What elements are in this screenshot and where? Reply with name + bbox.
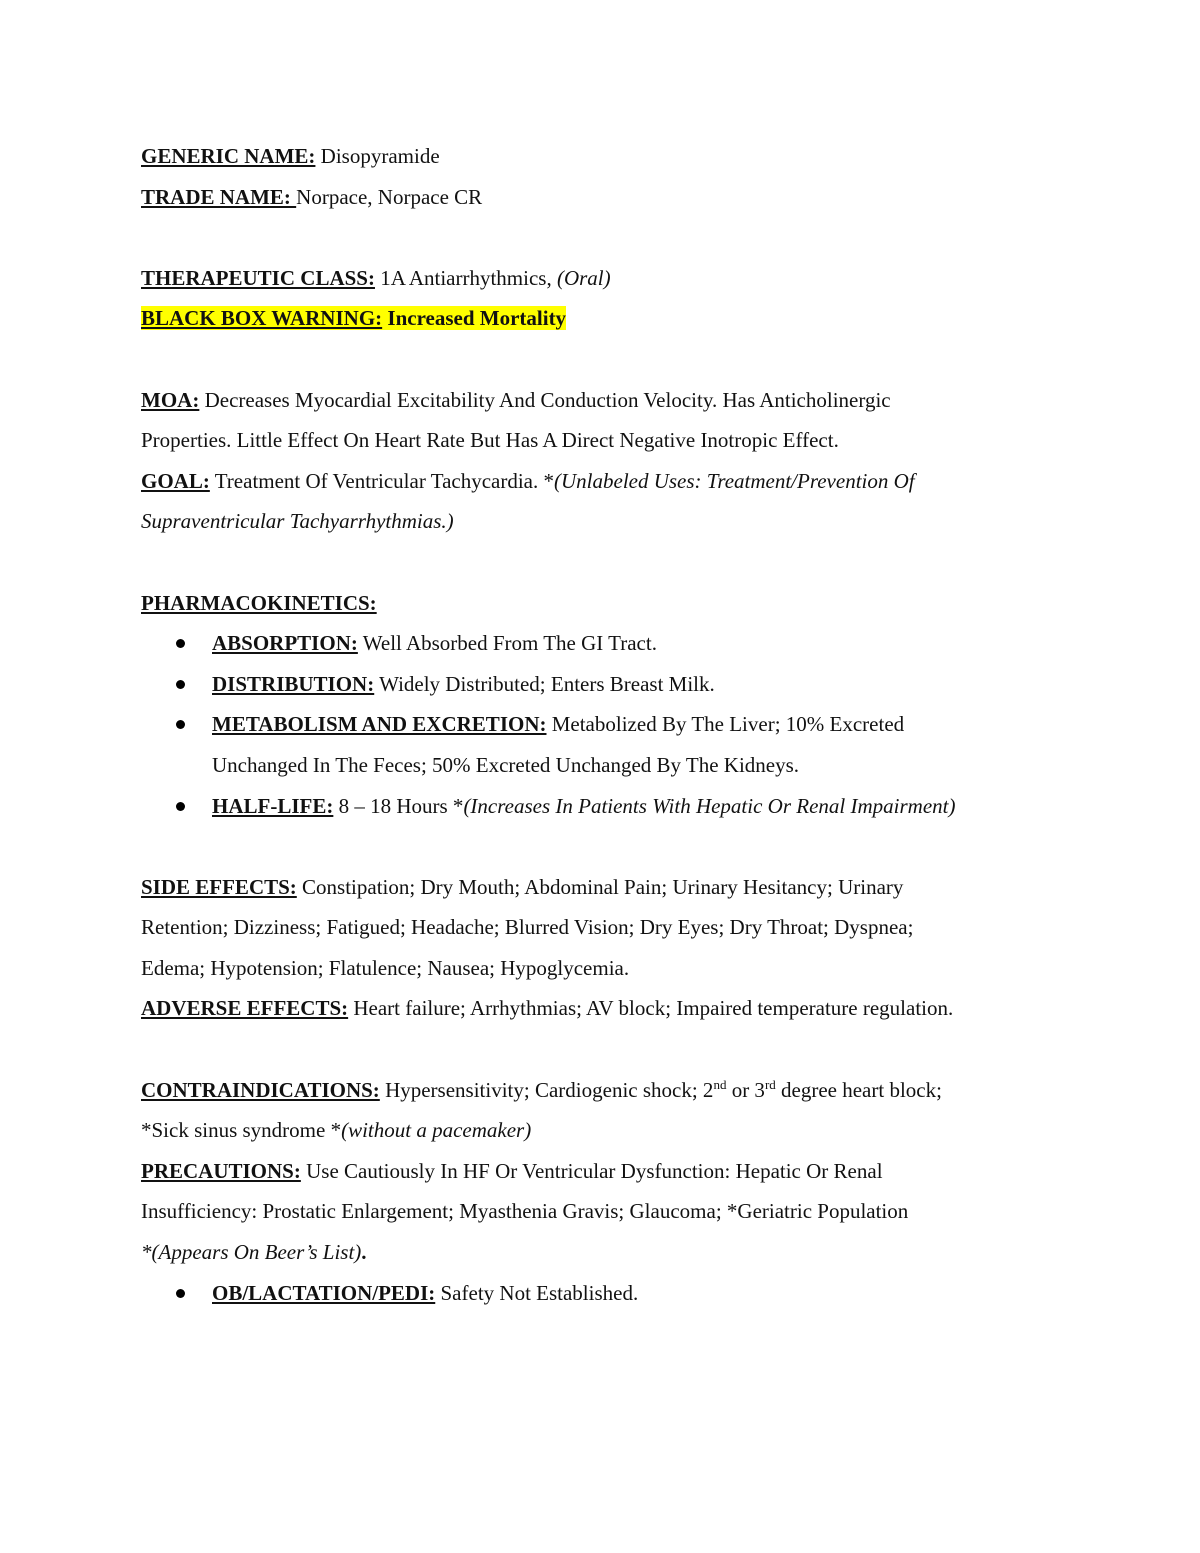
goal-line [141, 461, 1101, 502]
bullet-icon [176, 1289, 185, 1298]
contraindications-label: CONTRAINDICATIONS: [141, 1077, 380, 1102]
contra-text-c: degree heart block; [775, 1077, 942, 1102]
black-box-line [141, 298, 1101, 339]
precautions-note: *(Appears On Beer’s List) [141, 1240, 362, 1265]
bullet-icon [176, 639, 185, 648]
generic-name-line [141, 136, 1101, 177]
absorption-label: ABSORPTION: [212, 631, 358, 656]
document-page [141, 136, 1101, 1313]
contra-note: (without a pacemaker) [341, 1118, 532, 1143]
precautions-label: PRECAUTIONS: [141, 1158, 301, 1183]
distribution-value: Widely Distributed; Enters Breast Milk. [374, 671, 715, 696]
contra-sup-rd: rd [764, 1076, 776, 1092]
contra-text-a: Hypersensitivity; Cardiogenic shock; 2 [379, 1077, 714, 1102]
metabolism-value: Metabolized By The Liver; 10% Excreted [546, 712, 905, 737]
absorption-value: Well Absorbed From The GI Tract. [357, 631, 657, 656]
goal-unlabeled-cont: Supraventricular Tachyarrhythmias.) [141, 509, 454, 534]
side-effects-text-3: Edema; Hypotension; Flatulence; Nausea; Hypoglycemia. [141, 955, 630, 980]
therapeutic-class-line [141, 258, 1101, 299]
contraindications-line [141, 1070, 1101, 1111]
list-item-absorption [141, 623, 1101, 664]
contra-text-b: or 3 [726, 1077, 765, 1102]
list-item-half-life [141, 786, 1101, 827]
generic-name-value: Disopyramide [315, 144, 440, 168]
goal-unlabeled: (Unlabeled Uses: Treatment/Prevention Of [554, 468, 915, 493]
moa-text: Decreases Myocardial Excitability And Conduction Velocity. Has Anticholinergic [199, 387, 891, 412]
bullet-icon [176, 720, 185, 729]
pk-heading [141, 583, 1101, 624]
goal-label: GOAL: [141, 468, 210, 493]
precautions-text-2: Insufficiency: Prostatic Enlargement; Myasthenia Gravis; Glaucoma; *Geriatric Population [141, 1199, 909, 1224]
precautions-line [141, 1151, 1101, 1192]
contraindications-cont [141, 1110, 1101, 1151]
pk-label: PHARMACOKINETICS: [141, 590, 377, 615]
contra-sup-nd: nd [713, 1076, 727, 1092]
moa-text-cont: Properties. Little Effect On Heart Rate But Has A Direct Negative Inotropic Effect. [141, 428, 839, 453]
half-life-label: HALF-LIFE: [212, 793, 334, 818]
precautions-text: Use Cautiously In HF Or Ventricular Dysfunction: Hepatic Or Renal [300, 1158, 883, 1183]
list-item-ob-lactation [141, 1273, 1101, 1314]
adverse-effects-label: ADVERSE EFFECTS: [141, 996, 349, 1021]
trade-name-line [141, 177, 1101, 218]
bullet-icon [176, 680, 185, 689]
ob-value: Safety Not Established. [435, 1280, 639, 1305]
goal-text: Treatment Of Ventricular Tachycardia. * [209, 468, 554, 493]
trade-name-value: Norpace, Norpace CR [296, 184, 483, 209]
moa-line [141, 380, 1101, 421]
trade-name-label: TRADE NAME: [141, 184, 297, 209]
side-effects-text-2: Retention; Dizziness; Fatigued; Headache; Blurred Vision; Dry Eyes; Dry Throat; Dyspnea; [141, 915, 914, 940]
half-life-value: 8 – 18 Hours * [333, 793, 464, 818]
half-life-note: (Increases In Patients With Hepatic Or Renal Impairment) [463, 793, 956, 818]
precautions-cont [141, 1232, 1101, 1273]
list-item-metabolism [141, 704, 1101, 745]
black-box-value: Increased Mortality [382, 306, 567, 331]
therapeutic-class-value: 1A Antiarrhythmics, [374, 265, 557, 290]
contra-text-2: *Sick sinus syndrome * [141, 1118, 342, 1143]
adverse-effects-line [141, 988, 1101, 1029]
therapeutic-route: (Oral) [556, 265, 611, 290]
therapeutic-class-label: THERAPEUTIC CLASS: [141, 265, 375, 290]
side-effects-line [141, 867, 1101, 908]
adverse-effects-text: Heart failure; Arrhythmias; AV block; Impaired temperature regulation. [348, 996, 954, 1021]
precautions-end: . [361, 1240, 367, 1265]
distribution-label: DISTRIBUTION: [212, 671, 375, 696]
ob-label: OB/LACTATION/PEDI: [212, 1280, 436, 1305]
generic-name-label: GENERIC NAME: [141, 144, 316, 168]
side-effects-text: Constipation; Dry Mouth; Abdominal Pain; Urinary Hesitancy; Urinary [296, 874, 904, 899]
black-box-label: BLACK BOX WARNING: [141, 306, 383, 331]
bullet-icon [176, 802, 185, 811]
metabolism-value-cont: Unchanged In The Feces; 50% Excreted Unchanged By The Kidneys. [212, 752, 800, 777]
list-item-distribution [141, 664, 1101, 705]
side-effects-label: SIDE EFFECTS: [141, 874, 297, 899]
moa-label: MOA: [141, 387, 200, 412]
metabolism-label: METABOLISM AND EXCRETION: [212, 712, 547, 737]
